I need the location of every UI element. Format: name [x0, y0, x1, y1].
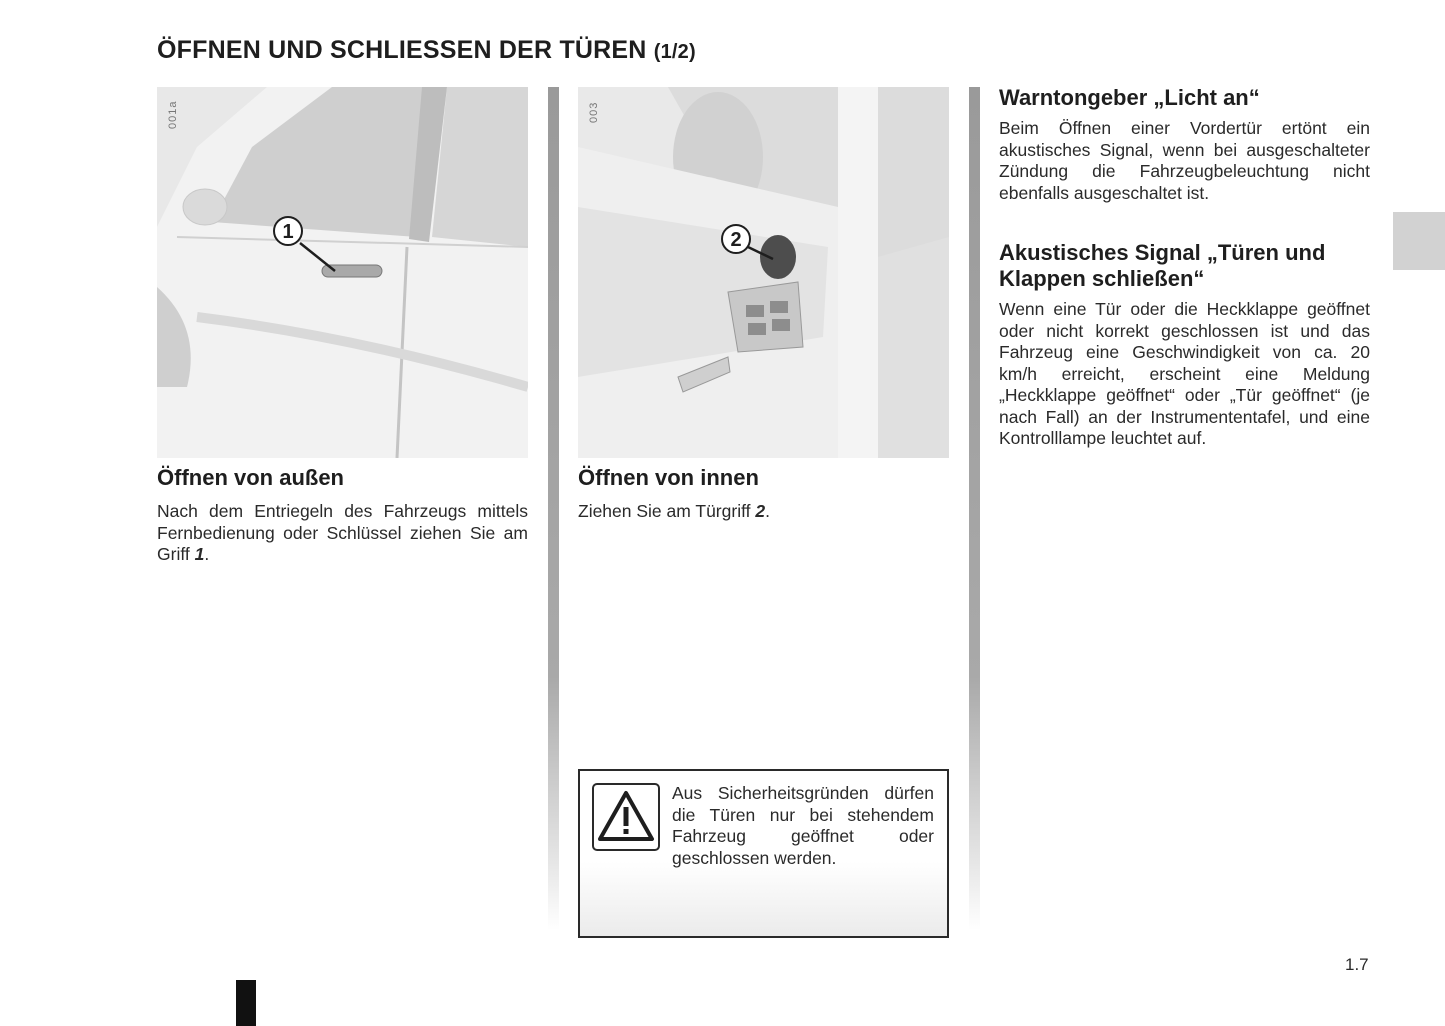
column-divider-right	[969, 87, 980, 930]
callout-1: 1	[282, 221, 294, 243]
section-door-signal	[999, 240, 1370, 450]
heading-opening-outside: Öffnen von außen	[157, 465, 344, 490]
figure-interior-door-handle	[578, 87, 949, 458]
column-divider-left	[548, 87, 559, 930]
heading-door-signal: Akustisches Signal „Türen und Klappen schließen“	[999, 240, 1326, 291]
text-opening-inside: Ziehen Sie am Türgriff 2.	[578, 501, 770, 521]
page-title: ÖFFNEN UND SCHLIESSEN DER TÜREN (1/2)	[157, 36, 696, 64]
section-opening-outside	[157, 465, 528, 566]
section-opening-inside	[578, 465, 949, 523]
warning-box	[578, 769, 949, 938]
warning-icon	[592, 783, 660, 851]
print-mark	[236, 980, 256, 1026]
heading-opening-inside: Öffnen von innen	[578, 465, 759, 490]
chapter-tab	[1393, 212, 1445, 270]
text-light-warning: Beim Öffnen einer Vordertür ertönt ein akustisches Signal, wenn bei ausgeschalteter Zündung die Fahrzeugbeleuchtung nicht ebenfalls ausgeschaltet ist.	[999, 118, 1370, 203]
text-door-signal: Wenn eine Tür oder die Heckklappe geöffnet oder nicht korrekt geschlossen ist und das Fahrzeug eine Geschwindigkeit von ca. 20 km/h erreicht, erscheint eine Meldung „Heckklappe geöffnet“ oder „Tür geöffnet“ (je nach Fall) an der Instrumententafel, und eine Kontrolllampe leuchtet auf.	[999, 299, 1370, 448]
figure-code-middle: 003	[588, 101, 600, 123]
callout-2: 2	[730, 229, 742, 251]
page-number: 1.7	[1345, 955, 1369, 974]
text-opening-outside: Nach dem Entriegeln des Fahrzeugs mittels Fernbedienung oder Schlüssel ziehen Sie am Griff 1.	[157, 501, 528, 564]
warning-text: Aus Sicherheitsgründen dürfen die Türen nur bei stehendem Fahrzeug geöffnet oder geschlossen werden.	[672, 783, 934, 868]
figure-code-left: 001a	[167, 100, 179, 129]
section-light-warning	[999, 85, 1370, 204]
figure-exterior-door-handle	[157, 87, 528, 458]
heading-light-warning: Warntongeber „Licht an“	[999, 85, 1260, 110]
